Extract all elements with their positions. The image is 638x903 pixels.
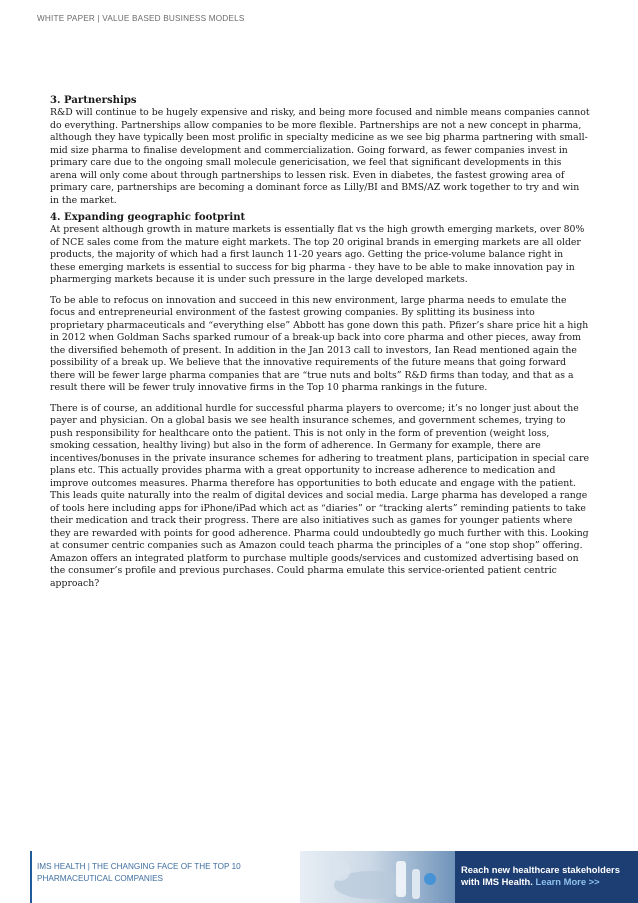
section-title: 3. Partnerships	[50, 95, 137, 106]
page-header: WHITE PAPER | VALUE BASED BUSINESS MODELS	[37, 14, 245, 23]
section-paragraph: At present although growth in mature markets is essentially flat vs the high growth emerging markets, over 80% of NCE sales come from the mature eight markets. The top 20 original brands in emerging markets are all older products, the majority of which had a first launch 11-20 years ago. Getting the price-volume balance right in these emerging markets is essential to success for big pharma - they have to be able to make innovation pay in pharmerging markets because it is under such pressure in the large developed markets.	[50, 224, 585, 285]
ad-line-1: Reach new healthcare stakeholders	[461, 864, 620, 875]
section-partnerships	[50, 94, 590, 207]
document-body	[50, 94, 590, 590]
section-paragraph: To be able to refocus on innovation and succeed in this new environment, large pharma needs to emulate the focus and entrepreneurial environment of the fastest growing companies. By splitting its business into proprietary pharmaceuticals and “everything else” Abbott has gone down this path. Pfizer’s share price hit a high in 2012 when Goldman Sachs sparked rumour of a break-up back into core pharma and other pieces, away from the diversified behemoth of present. In addition in the Jan 2013 call to investors, Ian Read mentioned again the possibility of a break up. We believe that the innovative requirements of the future means that going forward there will be fewer large pharma companies that are “true nuts and bolts” R&D firms than today, and that as a result there will be fewer truly innovative firms in the Top 10 pharma rankings in the future.	[50, 294, 589, 393]
ad-photo-illustration	[300, 851, 455, 903]
section-title: 4. Expanding geographic footprint	[50, 212, 246, 223]
closing-paragraph: There is of course, an additional hurdle for successful pharma players to overcome; it’s no longer just about the payer and physician. On a global basis we see health insurance schemes, and government schemes, trying to push responsibility for healthcare onto the patient. This is not only in the form of prevention (weight loss, smoking cessation, healthy living) but also in the form of adherence. In Germany for example, there are incentives/bonuses in the private insurance schemes for adhering to treatment plans, participation in special care plans etc. This actually provides pharma with a great opportunity to increase adherence to medication and improve outcomes measures. Pharma therefore has opportunities to both educate and engage with the patient. This leads quite naturally into the realm of digital devices and social media. Large pharma has developed a range of tools here including apps for iPhone/iPad which act as “diaries” or “tracking alerts” reminding patients to take their medication and track their progress. There are also initiatives such as games for younger patients where they are rewarded with points for good adherence. Pharma could undoubtedly go much further with this. Looking at consumer centric companies such as Amazon could teach pharma the principles of a “one stop shop” offering. Amazon offers an integrated platform to purchase multiple goods/services and customized advertising based on the consumer’s profile and previous purchases. Could pharma emulate this service-oriented patient centric approach?	[50, 402, 590, 589]
ad-photo	[300, 851, 455, 903]
footer-accent-bar	[30, 851, 32, 903]
ad-text-panel[interactable]	[455, 851, 638, 903]
section-geographic-footprint	[50, 211, 590, 395]
learn-more-link[interactable]: Learn More >>	[535, 876, 600, 887]
page-footer	[0, 851, 638, 903]
footer-line-2: PHARMACEUTICAL COMPANIES	[37, 874, 164, 883]
ad-banner[interactable]	[300, 851, 638, 903]
footer-line-1: IMS HEALTH | THE CHANGING FACE OF THE TOP 10	[37, 862, 241, 871]
footer-caption	[0, 851, 300, 903]
ad-line-2: with IMS Health.	[461, 876, 533, 887]
section-paragraph: R&D will continue to be hugely expensive and risky, and being more focused and nimble means companies cannot do everything. Partnerships allow companies to be more flexible. Partnerships are not a new concept in pharma, although they have typically been most prolific in specialty medicine as we see big pharma partnering with small-mid size pharma to finalise development and commercialization. Going forward, as fewer companies invest in primary care due to the ongoing small molecule genericisation, we feel that significant developments in this arena will only come about through partnerships to lessen risk. Even in diabetes, the fastest growing area of primary care, partnerships are becoming a dominant force as Lilly/BI and BMS/AZ work together to try and win in the market.	[50, 107, 590, 206]
